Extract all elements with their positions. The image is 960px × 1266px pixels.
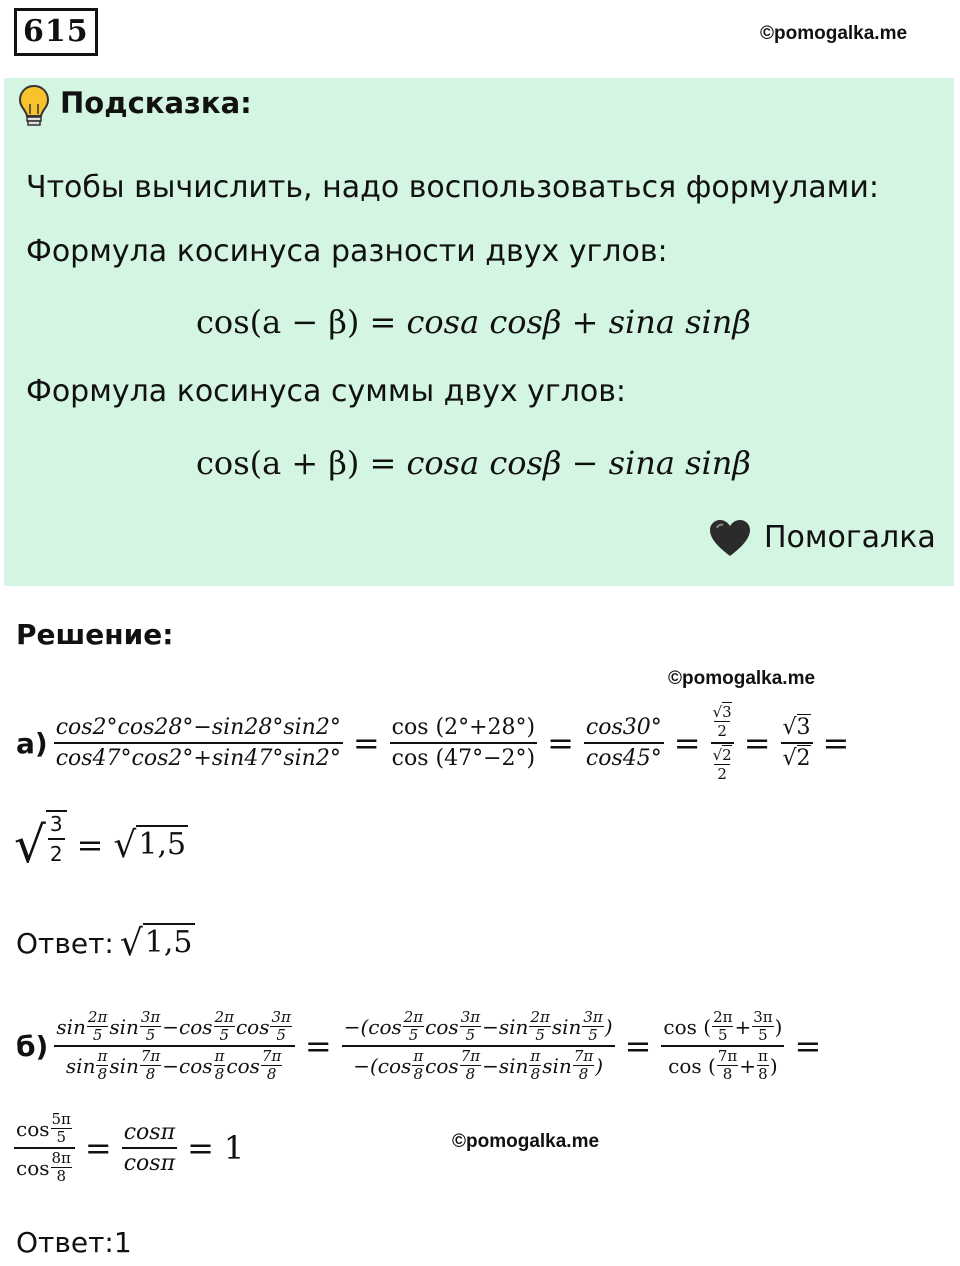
part-a-answer: Ответ: √ 1,5 (16, 922, 193, 964)
hint-title: Подсказка: (60, 86, 252, 120)
fraction-b4: cos 5π 5 cos 8π 8 (14, 1112, 75, 1184)
watermark-top: ©pomogalka.me (760, 23, 908, 44)
fraction-b5: $\frac{\cos\pi}{\cos\pi}$ (123, 1120, 176, 1176)
watermark-bottom: ©pomogalka.me (452, 1131, 600, 1152)
solution-heading: Решение: (16, 618, 174, 651)
diff-formula-label: Формула косинуса разности двух углов: (26, 234, 668, 269)
fraction-b3: cos ( 2π 5 + $\frac{3\pi}{5}$ ) cos ( 7π 8 + $\frac{\pi}{8}$ ) (663, 1008, 783, 1083)
fraction-b2: −( cos 2π 5 cos 3π 5 − sin 2π 5 sin 3π 5 ) −( cos π 8 cos 7π 8 − sin π 8 sin 7π 8 ) (343, 1008, 613, 1083)
heart-icon (708, 518, 752, 562)
fraction-a5: $\frac{√3}{√2}$ (782, 715, 811, 771)
sqrt-three-halves: √ $\frac{3}{2}$ (14, 810, 67, 880)
part-b-label: б) (16, 1029, 49, 1063)
sum-formula: cos(a + β) = cosa cosβ − sina sinβ (196, 444, 751, 482)
fraction-a1: $\frac{\cos 2^\circ\cos 28^\circ-\sin 28^\circ\sin 2^\circ}{\cos 47^\circ\cos 2^\circ+\sin 47^\circ\sin 2^\circ}$ (55, 715, 341, 771)
sqrt-result: √ 1,5 (113, 824, 187, 866)
part-b-answer: Ответ:1 (16, 1226, 132, 1259)
watermark-mid: ©pomogalka.me (668, 668, 816, 689)
problem-number: 615 (14, 8, 98, 56)
part-b-result-line: cos 5π 5 cos 8π 8 = $\frac{\cos\pi}{\cos\pi}$ = 1 (16, 1110, 245, 1185)
part-a-equation: а) $\frac{\cos 2^\circ\cos 28^\circ-\sin 28^\circ\sin 2^\circ}{\cos 47^\circ\cos 2^\circ+\sin 47^\circ\sin 2^\circ}$ = $\frac{\cos (2^\circ+28^\circ)}{\cos (47^\circ-2^\circ)}$ = $\frac{\cos 30^\circ}{\cos 45^\circ}$ = √3 2 √2 2 = $\frac{√3}{√2}$ = (16, 703, 850, 783)
lightbulb-icon (18, 84, 50, 132)
part-b-result: 1 (223, 1129, 245, 1167)
part-a-result-line: √ $\frac{3}{2}$ = √ 1,5 (14, 802, 188, 888)
fraction-a3: $\frac{\cos 30^\circ}{\cos 45^\circ}$ (585, 715, 662, 771)
part-a-label: а) (16, 726, 48, 760)
fraction-a4-nested: √3 2 √2 2 (712, 703, 732, 783)
brand-name: Помогалка (764, 520, 936, 555)
part-b-equation: б) sin 2π 5 sin 3π 5 − cos 2π 5 cos 3π 5 sin π 8 sin 7π 8 − cos π 8 cos 7π 8 = −( cos 2π 5 cos 3π 5 − sin 2π 5 sin 3π 5 ) −( cos π 8 cos 7π 8 − sin π 8 sin 7π 8 ) = cos ( 2π 5 + $\frac{3\pi}{5}$ ) cos ( 7π 8 + $\frac{\pi}{8}$ ) = (16, 1008, 822, 1083)
diff-formula: cos(a − β) = cosa cosβ + sina sinβ (196, 303, 751, 341)
hint-intro: Чтобы вычислить, надо воспользоваться формулами: (26, 170, 879, 205)
fraction-b1: sin 2π 5 sin 3π 5 − cos 2π 5 cos 3π 5 sin π 8 sin 7π 8 − cos π 8 cos 7π 8 (54, 1010, 295, 1082)
fraction-a2: $\frac{\cos (2^\circ+28^\circ)}{\cos (47^\circ-2^\circ)}$ (391, 715, 536, 771)
sum-formula-label: Формула косинуса суммы двух углов: (26, 374, 626, 409)
